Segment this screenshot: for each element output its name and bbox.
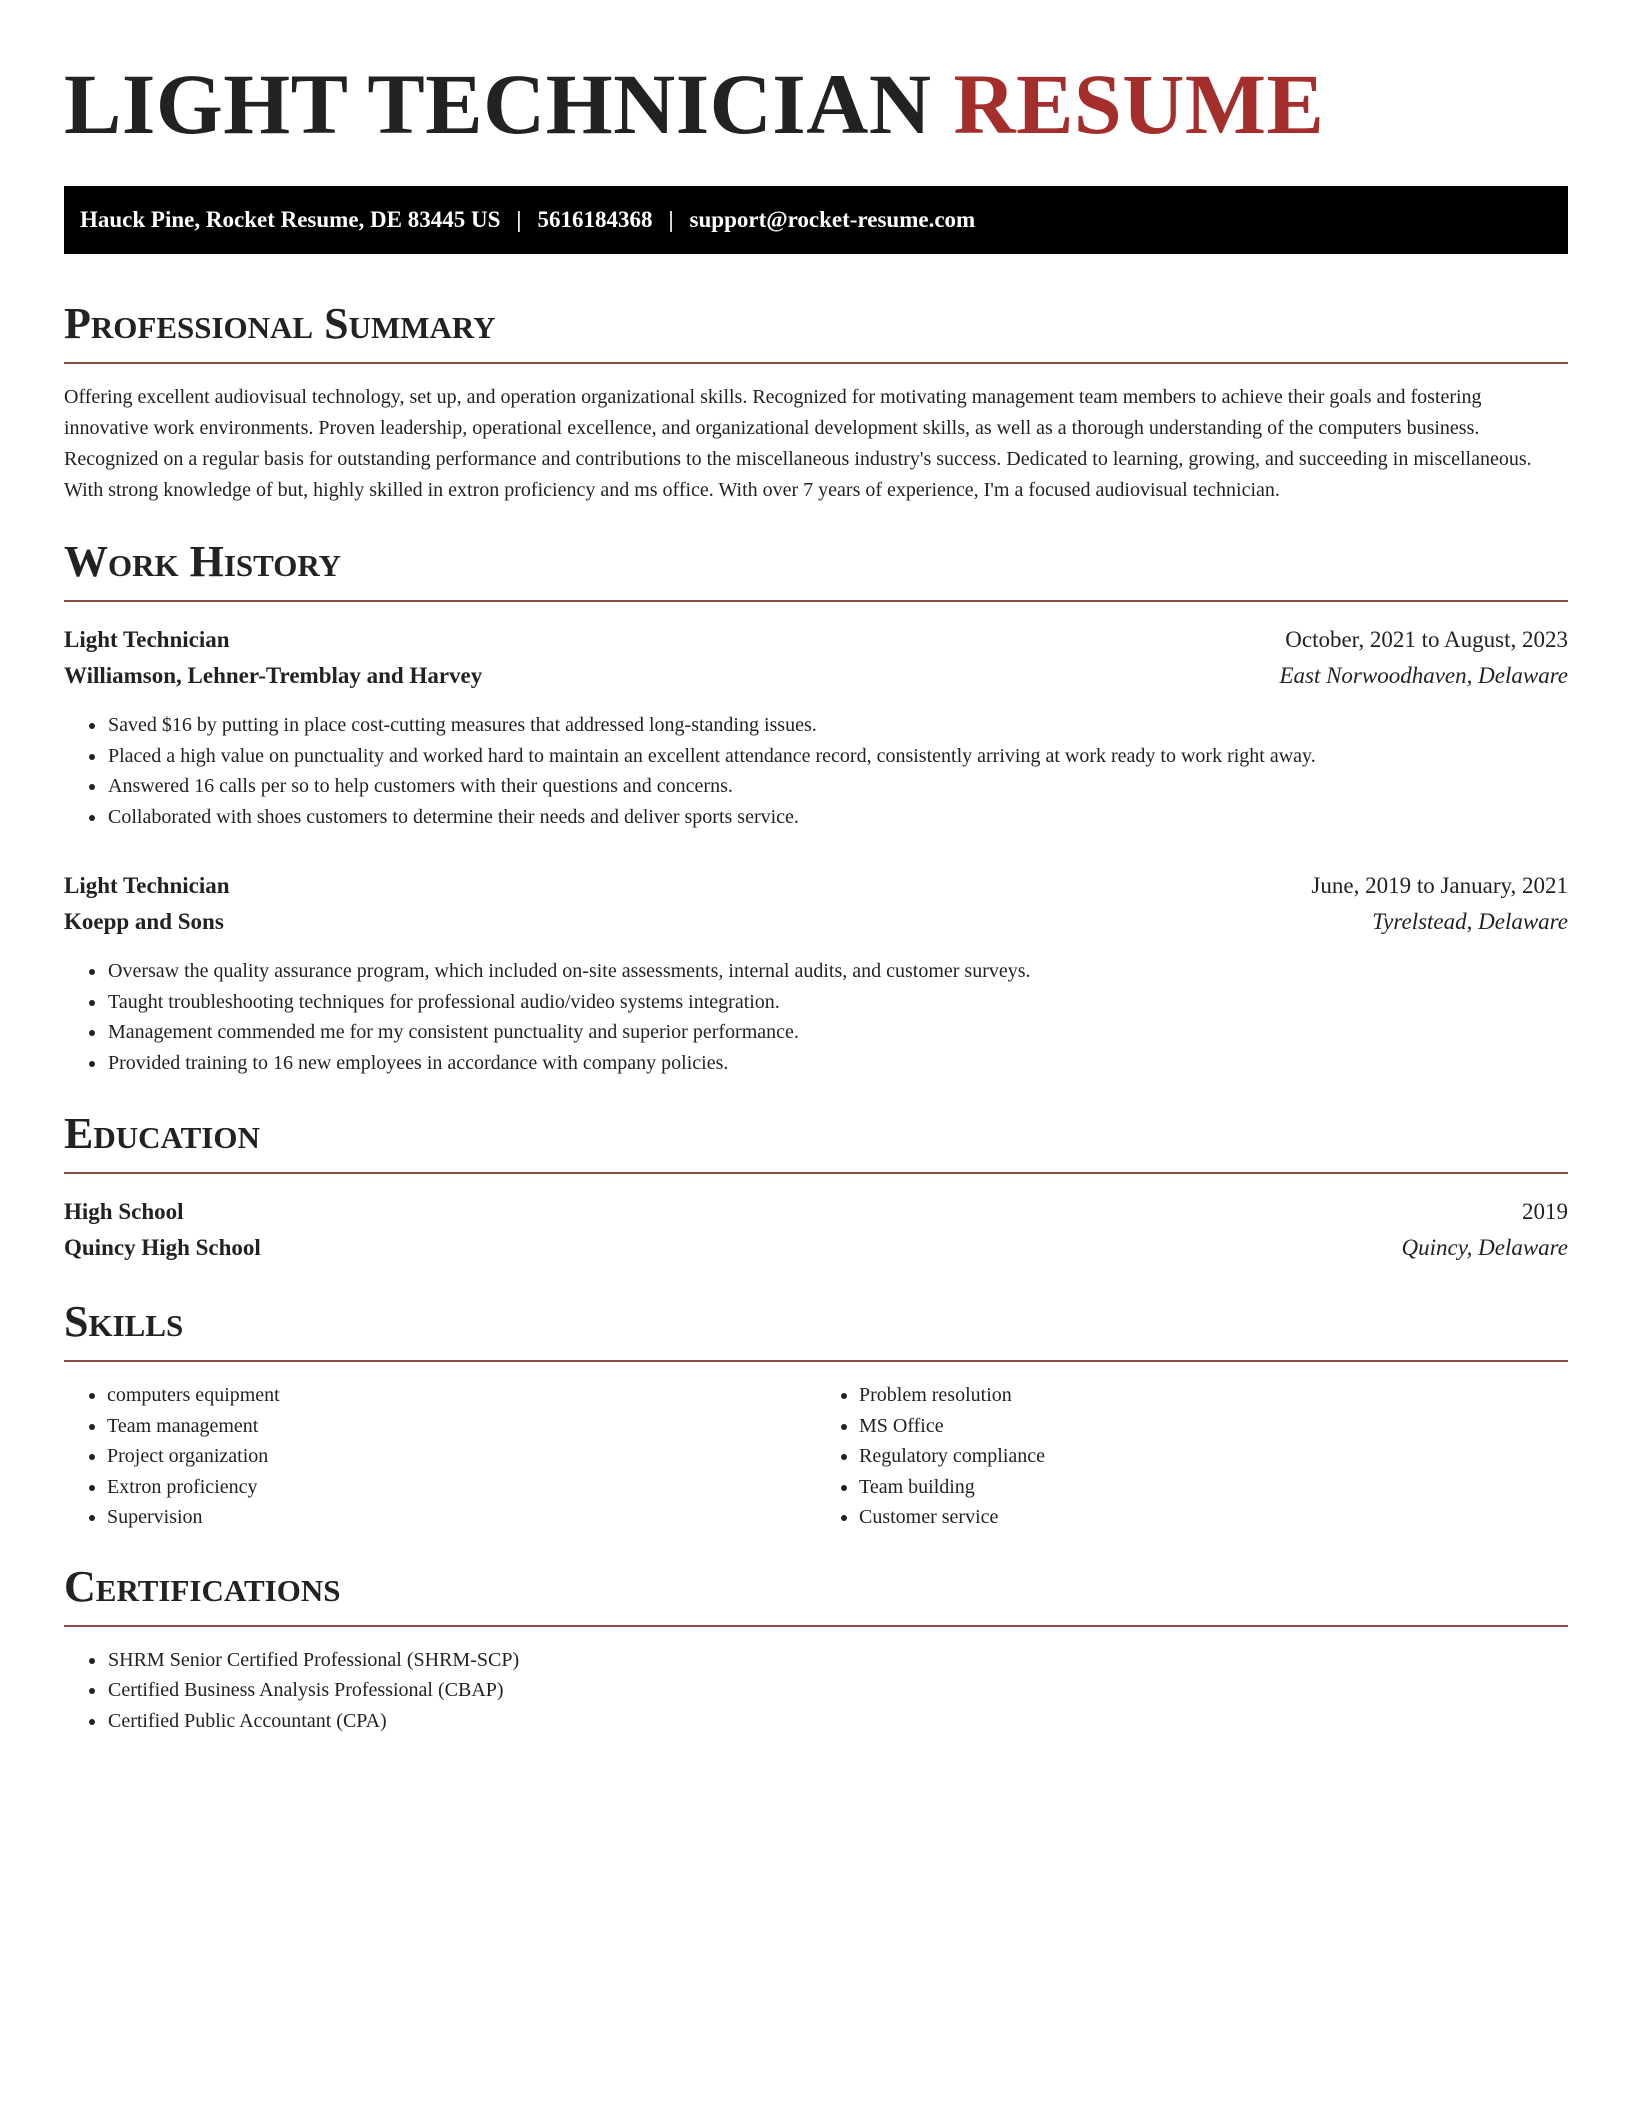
job-entry — [64, 622, 1568, 832]
section-divider — [64, 1172, 1568, 1174]
job-header-row — [64, 868, 1568, 904]
certification-item: • Certified Public Accountant (CPA) — [107, 1706, 1568, 1737]
contact-email: support@rocket-resume.com — [689, 207, 976, 232]
job-company: Koepp and Sons — [64, 909, 224, 934]
certification-item: • SHRM Senior Certified Professional (SHRM-SCP) — [107, 1645, 1568, 1676]
education-location: Quincy, Delaware — [1401, 1235, 1568, 1260]
job-dates: October, 2021 to August, 2023 — [1285, 627, 1568, 652]
skill-item: • computers equipment — [107, 1380, 816, 1411]
job-title: Light Technician — [64, 627, 230, 652]
section-divider — [64, 362, 1568, 364]
job-location: Tyrelstead, Delaware — [1372, 909, 1568, 934]
job-company-row — [64, 904, 1568, 940]
education-school: Quincy High School — [64, 1235, 261, 1260]
job-bullet: • Answered 16 calls per so to help customers with their questions and concerns. — [107, 771, 1568, 802]
skills-heading: Skills — [64, 1297, 184, 1346]
summary-text: Offering excellent audiovisual technology, set up, and operation organizational skills. Recognized for motivating management team members to achieve their goals and fostering innovative work environments. Proven leadership, operational excellence, and organizational development skills, as well as a thorough understanding of the computers business. Recognized on a regular basis for outstanding performance and contributions to the miscellaneous industry's success. Dedicated to learning, growing, and succeeding in miscellaneous. With strong knowledge of but, highly skilled in extron proficiency and ms office. With over 7 years of experience, I'm a focused audiovisual technician. — [64, 386, 1532, 501]
job-title: Light Technician — [64, 873, 230, 898]
education-school-row — [64, 1230, 1568, 1266]
skill-item: • Extron proficiency — [107, 1472, 816, 1503]
skill-item: • Team management — [107, 1411, 816, 1442]
contact-separator: | — [516, 207, 522, 232]
resume-title — [64, 56, 1568, 152]
job-location: East Norwoodhaven, Delaware — [1279, 663, 1568, 688]
job-bullet: • Saved $16 by putting in place cost-cutting measures that addressed long-standing issues. — [107, 710, 1568, 741]
education-degree: High School — [64, 1199, 184, 1224]
skills-grid — [64, 1380, 1568, 1533]
skill-item: • Project organization — [107, 1441, 816, 1472]
work-history-heading: Work History — [64, 537, 342, 586]
education-entry — [64, 1194, 1568, 1266]
job-bullet: • Management commended me for my consistent punctuality and superior performance. — [107, 1017, 1568, 1048]
job-company: Williamson, Lehner-Tremblay and Harvey — [64, 663, 483, 688]
section-divider — [64, 600, 1568, 602]
contact-address: Hauck Pine, Rocket Resume, DE 83445 US — [80, 207, 501, 232]
certifications-list — [64, 1645, 1568, 1737]
section-divider — [64, 1625, 1568, 1627]
skills-column-left — [64, 1380, 816, 1533]
education-header-row — [64, 1194, 1568, 1230]
section-divider — [64, 1360, 1568, 1362]
summary-heading: Professional Summary — [64, 299, 496, 348]
skill-item: • Team building — [859, 1472, 1568, 1503]
job-dates: June, 2019 to January, 2021 — [1311, 873, 1568, 898]
contact-separator: | — [668, 207, 674, 232]
skill-item: • Problem resolution — [859, 1380, 1568, 1411]
contact-bar — [64, 186, 1568, 254]
job-bullet: • Provided training to 16 new employees in accordance with company policies. — [107, 1048, 1568, 1079]
resume-title-main: LIGHT TECHNICIAN — [64, 56, 932, 152]
job-header-row — [64, 622, 1568, 658]
certification-item: • Certified Business Analysis Professional (CBAP) — [107, 1675, 1568, 1706]
job-company-row — [64, 658, 1568, 694]
skill-item: • Supervision — [107, 1502, 816, 1533]
job-bullet: • Placed a high value on punctuality and worked hard to maintain an excellent attendance record, consistently arriving at work ready to work right away. — [107, 741, 1568, 772]
education-year: 2019 — [1522, 1199, 1568, 1224]
education-heading: Education — [64, 1109, 260, 1158]
skill-item: • MS Office — [859, 1411, 1568, 1442]
job-bullet-list — [64, 956, 1568, 1078]
skill-item: • Customer service — [859, 1502, 1568, 1533]
job-bullet-list — [64, 710, 1568, 832]
job-bullet: • Taught troubleshooting techniques for professional audio/video systems integration. — [107, 987, 1568, 1018]
job-entry — [64, 868, 1568, 1078]
job-bullet: • Oversaw the quality assurance program, which included on-site assessments, internal audits, and customer surveys. — [107, 956, 1568, 987]
certifications-heading: Certifications — [64, 1561, 341, 1611]
skills-column-right — [816, 1380, 1568, 1533]
resume-title-accent: RESUME — [953, 56, 1325, 152]
skill-item: • Regulatory compliance — [859, 1441, 1568, 1472]
job-bullet: • Collaborated with shoes customers to determine their needs and deliver sports service. — [107, 802, 1568, 833]
contact-phone: 5616184368 — [537, 207, 653, 232]
